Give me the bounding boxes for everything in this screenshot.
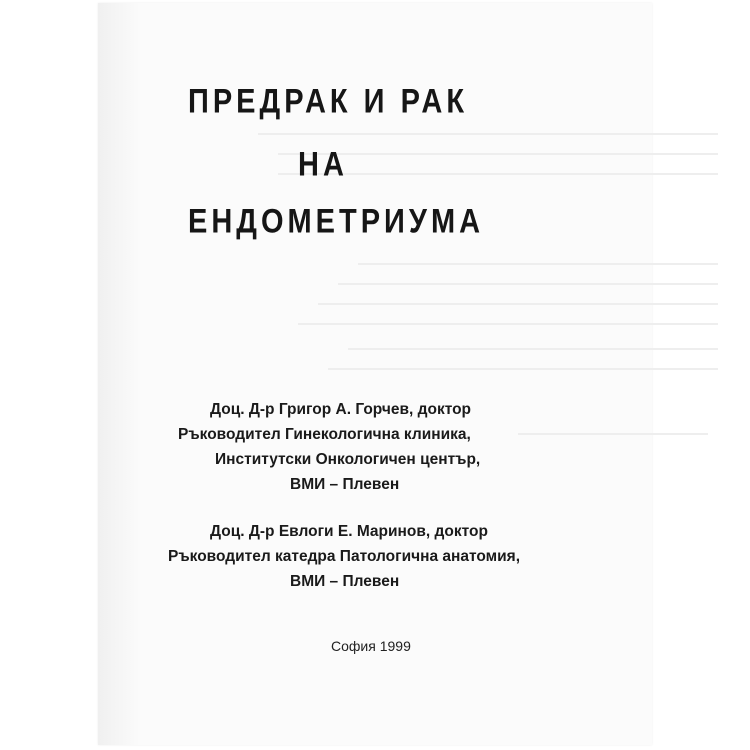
author-1-position: Ръководител Гинекологична клиника, [178, 426, 471, 443]
show-through-line [318, 303, 718, 305]
show-through-line [338, 283, 718, 285]
author-2-name: Доц. Д-р Евлоги Е. Маринов, доктор [210, 523, 488, 540]
book-title-line-2: НА [298, 146, 348, 184]
book-title-line-3: ЕНДОМЕТРИУМА [188, 203, 485, 241]
show-through-line [258, 133, 718, 135]
imprint-city-year: София 1999 [331, 638, 411, 654]
book-title-line-1: ПРЕДРАК И РАК [188, 83, 469, 121]
author-2-position: Ръководител катедра Патологична анатомия, [168, 548, 521, 565]
show-through-line [348, 348, 718, 350]
title-page [98, 3, 652, 745]
author-1-name: Доц. Д-р Григор А. Горчев, доктор [210, 401, 472, 418]
show-through-line [298, 323, 718, 325]
show-through-line [358, 263, 718, 265]
show-through-line [518, 433, 708, 435]
author-1-city: ВМИ – Плевен [290, 476, 400, 493]
author-2-city: ВМИ – Плевен [290, 573, 400, 590]
page-edge-shadow [98, 3, 140, 745]
show-through-line [328, 368, 718, 370]
author-1-institution: Институтски Онкологичен център, [215, 451, 481, 468]
